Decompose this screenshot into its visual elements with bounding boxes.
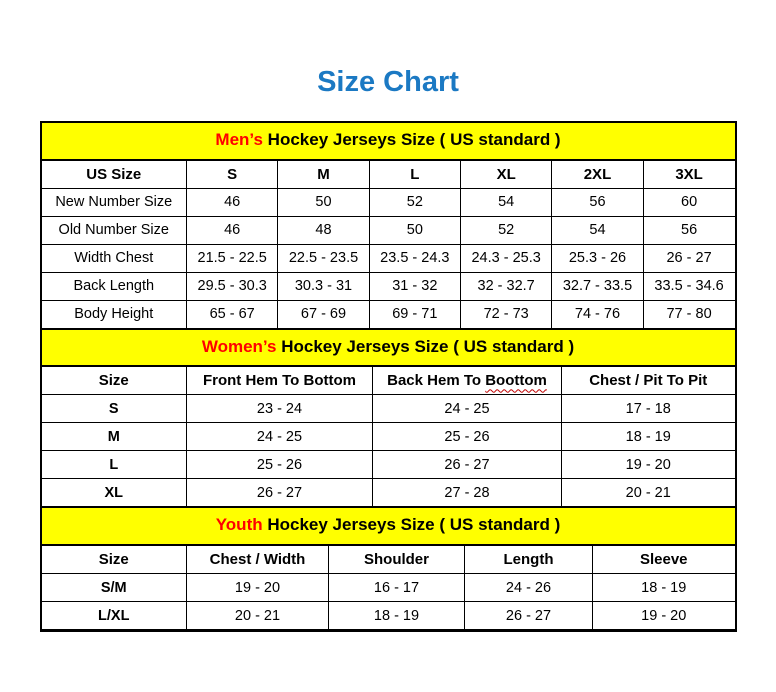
table-cell: 72 - 73 [460, 300, 551, 328]
womens-size-table [42, 366, 735, 507]
table-cell: 19 - 20 [187, 574, 329, 602]
table-row [42, 479, 735, 507]
table-cell: 25 - 26 [373, 423, 562, 451]
table-cell: 50 [278, 188, 369, 216]
womens-title-rest: Hockey Jerseys Size ( US standard ) [276, 336, 575, 356]
table-cell: 17 - 18 [562, 395, 735, 423]
table-cell: 23 - 24 [187, 395, 373, 423]
table-cell: 65 - 67 [187, 300, 278, 328]
mens-header-row [42, 160, 735, 188]
header-cell: Chest / Width [187, 546, 329, 574]
header-cell: Sleeve [593, 546, 735, 574]
header-cell: 3XL [643, 160, 734, 188]
womens-title-highlight: Women’s [201, 336, 277, 356]
womens-header-row [42, 367, 735, 395]
table-cell: 25 - 26 [187, 451, 373, 479]
womens-table-title [42, 329, 735, 367]
table-cell: 46 [187, 216, 278, 244]
table-cell: 16 - 17 [329, 574, 465, 602]
mens-title-rest: Hockey Jerseys Size ( US standard ) [262, 130, 561, 149]
table-cell: 69 - 71 [369, 300, 460, 328]
table-cell: 32.7 - 33.5 [552, 272, 643, 300]
mens-title-highlight: Men’s [215, 130, 263, 149]
size-chart-container [40, 121, 737, 632]
table-row [42, 423, 735, 451]
table-cell: S [42, 395, 187, 423]
table-cell: 48 [278, 216, 369, 244]
table-cell: 19 - 20 [593, 602, 735, 630]
header-cell: Chest / Pit To Pit [562, 367, 735, 395]
header-cell: US Size [42, 160, 187, 188]
table-cell: 30.3 - 31 [278, 272, 369, 300]
table-cell: 32 - 32.7 [460, 272, 551, 300]
table-cell: 26 - 27 [187, 479, 373, 507]
table-row [42, 574, 735, 602]
table-cell: Width Chest [42, 244, 187, 272]
table-cell: S/M [42, 574, 187, 602]
table-cell: XL [42, 479, 187, 507]
table-cell: 54 [460, 188, 551, 216]
table-cell: 52 [369, 188, 460, 216]
table-cell: 18 - 19 [593, 574, 735, 602]
table-cell: Body Height [42, 300, 187, 328]
table-row [42, 300, 735, 328]
table-cell: L/XL [42, 602, 187, 630]
table-cell: 50 [369, 216, 460, 244]
table-row [42, 244, 735, 272]
table-cell: 67 - 69 [278, 300, 369, 328]
womens-size-section [42, 329, 735, 508]
table-cell: New Number Size [42, 188, 187, 216]
youth-header-row [42, 546, 735, 574]
table-row [42, 395, 735, 423]
table-cell: 29.5 - 30.3 [187, 272, 278, 300]
table-cell: 23.5 - 24.3 [369, 244, 460, 272]
header-cell: 2XL [552, 160, 643, 188]
table-row [42, 602, 735, 630]
table-cell: 54 [552, 216, 643, 244]
table-row [42, 451, 735, 479]
youth-size-section [42, 507, 735, 630]
table-cell: 33.5 - 34.6 [643, 272, 734, 300]
youth-size-table [42, 545, 735, 630]
table-cell: 21.5 - 22.5 [187, 244, 278, 272]
header-cell: L [369, 160, 460, 188]
table-cell: 18 - 19 [562, 423, 735, 451]
table-cell: 24 - 26 [465, 574, 593, 602]
table-cell: 27 - 28 [373, 479, 562, 507]
header-cell: XL [460, 160, 551, 188]
table-cell: 18 - 19 [329, 602, 465, 630]
table-cell: 24 - 25 [373, 395, 562, 423]
youth-table-title [42, 507, 735, 545]
table-cell: L [42, 451, 187, 479]
header-cell: Length [465, 546, 593, 574]
mens-size-table [42, 160, 735, 329]
mens-size-section [42, 123, 735, 329]
table-cell: 77 - 80 [643, 300, 734, 328]
table-cell: 26 - 27 [465, 602, 593, 630]
header-cell: Size [42, 546, 187, 574]
header-cell: S [187, 160, 278, 188]
header-cell: M [278, 160, 369, 188]
table-cell: 56 [643, 216, 734, 244]
table-cell: 74 - 76 [552, 300, 643, 328]
header-cell: Back Hem To Boottom [373, 367, 562, 395]
table-cell: 31 - 32 [369, 272, 460, 300]
table-cell: Back Length [42, 272, 187, 300]
table-cell: 20 - 21 [562, 479, 735, 507]
table-cell: 60 [643, 188, 734, 216]
misspelled-word: Boottom [485, 372, 547, 390]
page-title: Size Chart [317, 66, 459, 98]
table-cell: 26 - 27 [373, 451, 562, 479]
youth-title-highlight: Youth [215, 515, 263, 535]
header-cell: Front Hem To Bottom [187, 367, 373, 395]
table-row [42, 272, 735, 300]
youth-title-rest: Hockey Jerseys Size ( US standard ) [262, 515, 561, 535]
table-cell: 56 [552, 188, 643, 216]
table-cell: 24.3 - 25.3 [460, 244, 551, 272]
table-cell: 22.5 - 23.5 [278, 244, 369, 272]
table-row [42, 188, 735, 216]
table-cell: 19 - 20 [562, 451, 735, 479]
table-cell: 26 - 27 [643, 244, 734, 272]
table-cell: M [42, 423, 187, 451]
mens-table-title [42, 123, 735, 160]
table-cell: 46 [187, 188, 278, 216]
table-row [42, 216, 735, 244]
table-cell: 20 - 21 [187, 602, 329, 630]
header-cell: Shoulder [329, 546, 465, 574]
table-cell: 52 [460, 216, 551, 244]
table-cell: 25.3 - 26 [552, 244, 643, 272]
table-cell: Old Number Size [42, 216, 187, 244]
header-cell: Size [42, 367, 187, 395]
table-cell: 24 - 25 [187, 423, 373, 451]
